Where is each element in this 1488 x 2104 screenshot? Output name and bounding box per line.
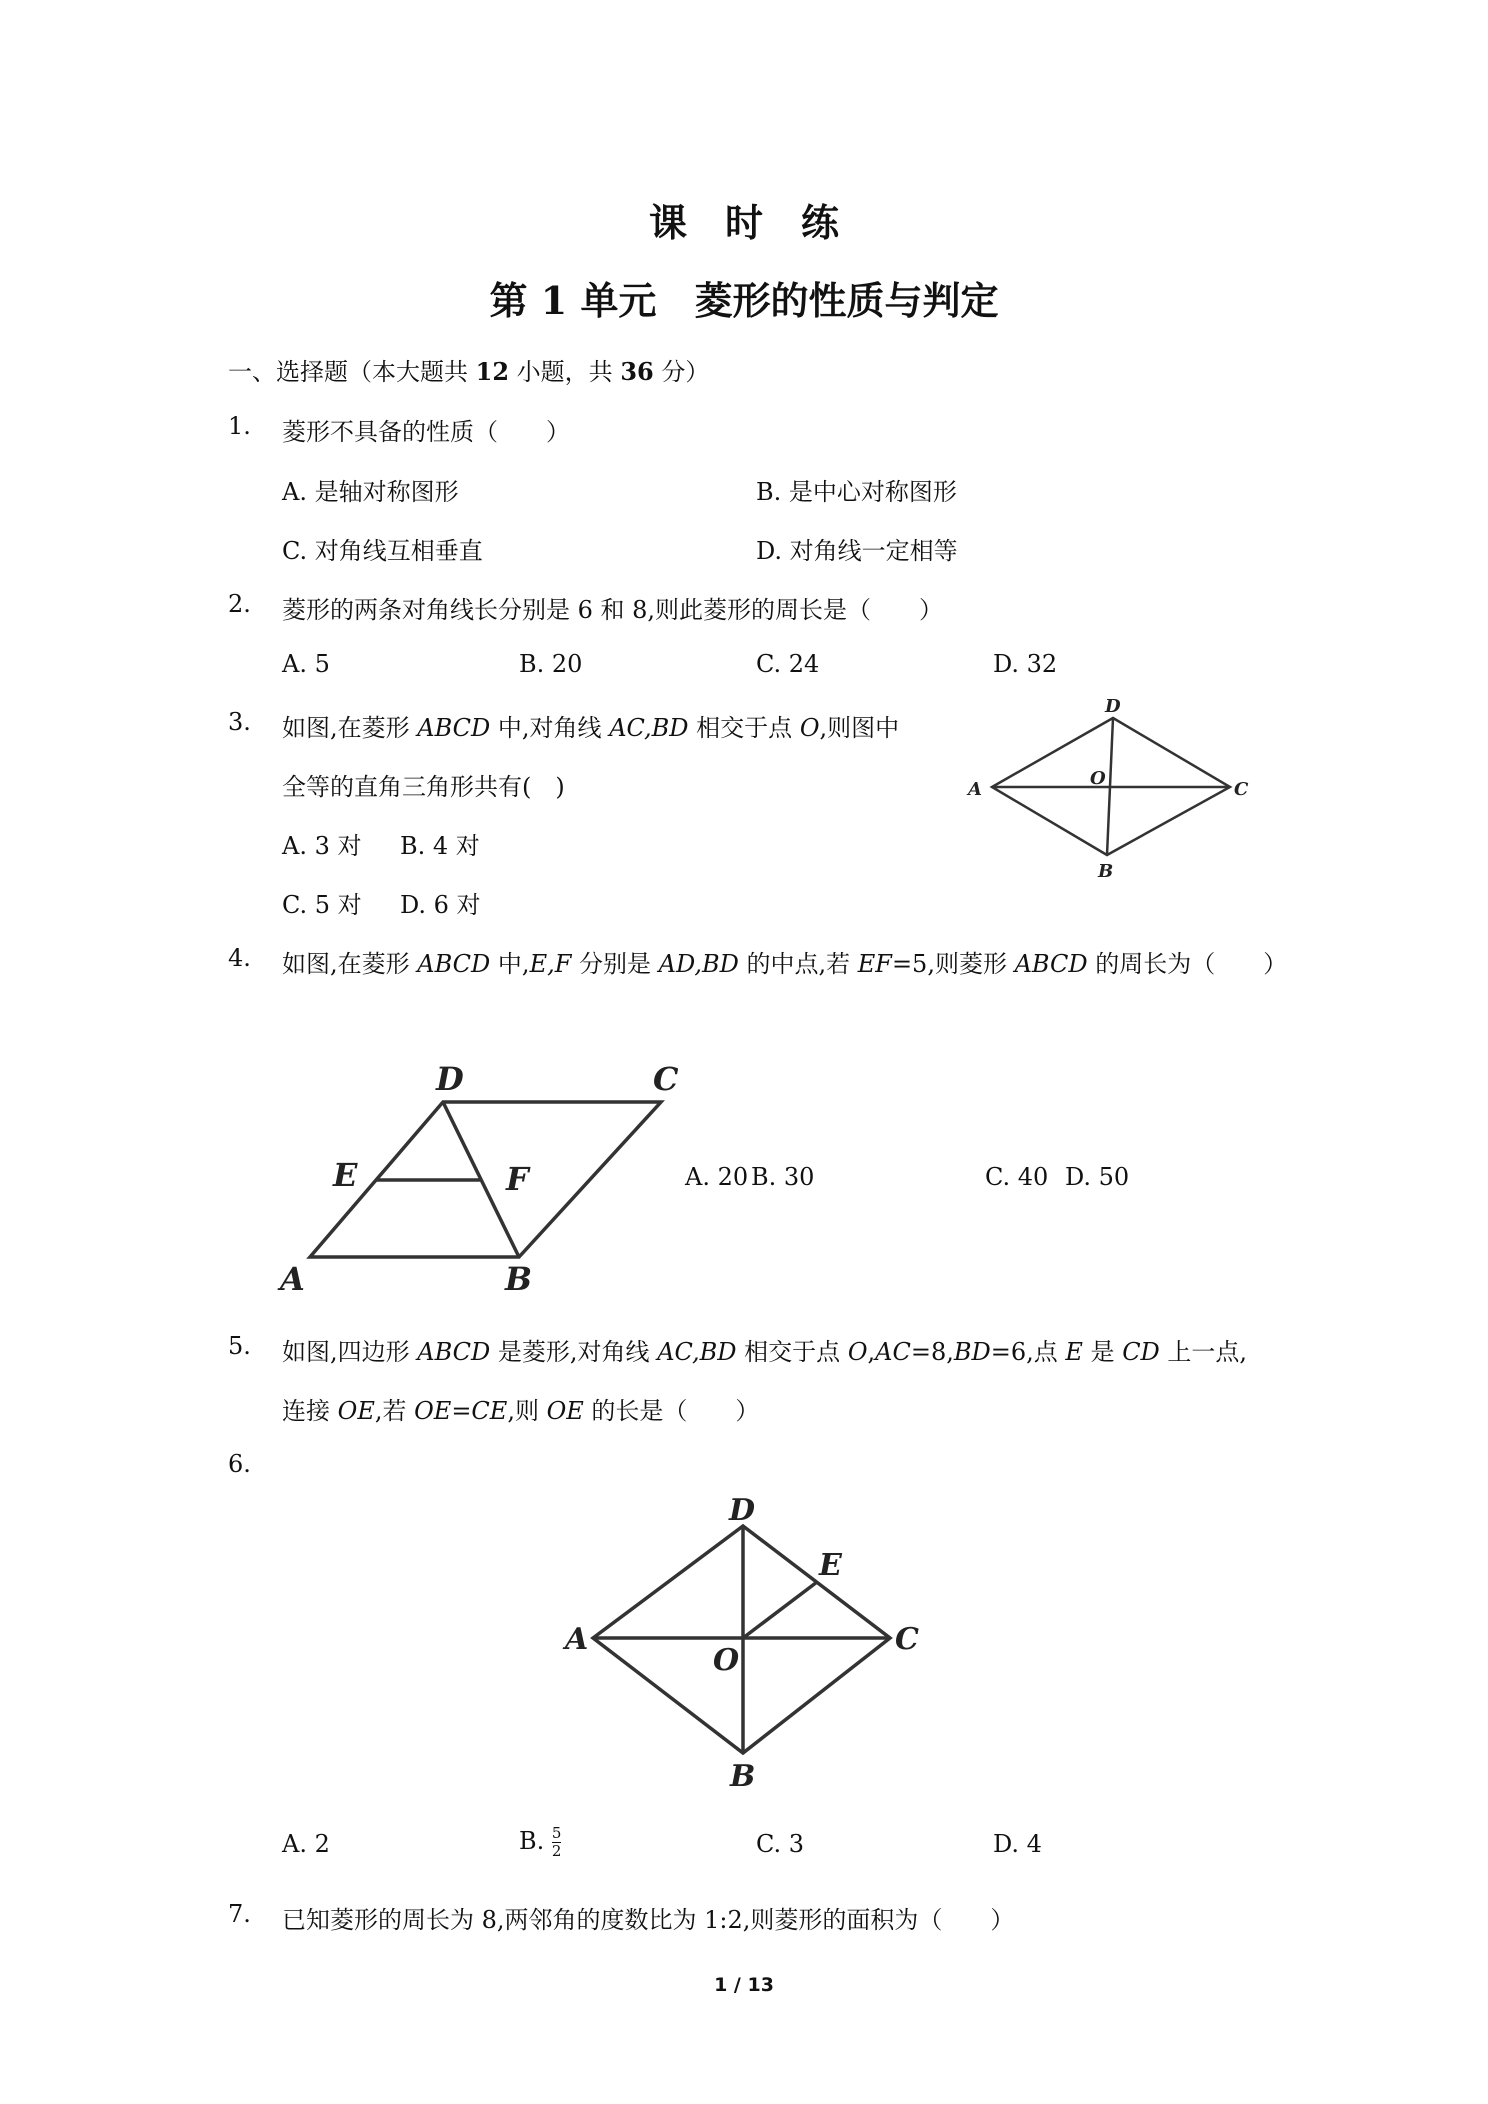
q1-option-d: D. 对角线一定相等 <box>756 537 958 565</box>
q3-rhombus-figure <box>950 690 1270 885</box>
q5-text-line1: 如图,四边形 ABCD 是菱形,对角线 AC,BD 相交于点 O,AC=8,BD=6,点 E 是 CD 上一点, <box>282 1338 1248 1366</box>
label-c: C <box>653 1060 679 1098</box>
label-a: A <box>968 779 982 800</box>
label-d: D <box>729 1493 756 1528</box>
q2-option-d: D. 32 <box>993 650 1058 678</box>
q2-option-b: B. 20 <box>519 650 583 678</box>
q1-option-c: C. 对角线互相垂直 <box>282 537 483 565</box>
q3-text-line1: 如图,在菱形 ABCD 中,对角线 AC,BD 相交于点 O,则图中 <box>282 714 900 742</box>
q3-option-b: B. 4 对 <box>400 832 480 860</box>
q5-text-line2: 连接 OE,若 OE=CE,则 OE 的长是（ ） <box>282 1397 760 1425</box>
q1-text: 菱形不具备的性质（ ） <box>282 418 570 446</box>
q1-option-b: B. 是中心对称图形 <box>756 478 957 506</box>
label-b: B <box>505 1260 533 1298</box>
page-number: 1 / 13 <box>714 1974 774 1996</box>
label-d: D <box>1105 696 1121 717</box>
label-b: B <box>730 1759 756 1794</box>
q4-option-d: D. 50 <box>1065 1163 1130 1191</box>
q1-number: 1. <box>228 412 251 440</box>
unit-title: 第 1 单元 菱形的性质与判定 <box>489 278 999 323</box>
label-e: E <box>819 1548 842 1583</box>
q4-option-b: B. 30 <box>751 1163 815 1191</box>
label-c: C <box>1234 779 1249 800</box>
q3-option-d: D. 6 对 <box>400 891 481 919</box>
q4-number: 4. <box>228 944 251 972</box>
q7-text: 已知菱形的周长为 8,两邻角的度数比为 1:2,则菱形的面积为（ ） <box>282 1906 1015 1934</box>
q3-number: 3. <box>228 708 251 736</box>
q3-option-c: C. 5 对 <box>282 891 362 919</box>
label-o: O <box>1090 768 1106 789</box>
q6-option-d: D. 4 <box>993 1830 1042 1858</box>
q2-option-a: A. 5 <box>282 650 330 678</box>
label-d: D <box>436 1060 464 1098</box>
fraction-5-over-2: $\frac{5}{2}$ <box>551 1824 562 1860</box>
q4-option-a: A. 20 <box>685 1163 749 1191</box>
section-heading: 一、选择题（本大题共 12 小题，共 36 分） <box>228 357 710 386</box>
q6-option-a: A. 2 <box>282 1830 330 1858</box>
q5-number: 5. <box>228 1332 251 1360</box>
label-a: A <box>280 1260 305 1298</box>
q2-number: 2. <box>228 590 251 618</box>
q6-option-c: C. 3 <box>756 1830 805 1858</box>
q4-option-c: C. 40 <box>985 1163 1049 1191</box>
label-b: B <box>1098 861 1114 882</box>
q6-rhombus-figure <box>555 1490 945 1800</box>
q6-number: 6. <box>228 1450 251 1478</box>
q3-option-a: A. 3 对 <box>282 832 362 860</box>
label-f: F <box>506 1160 529 1198</box>
label-c: C <box>895 1622 919 1657</box>
q2-option-c: C. 24 <box>756 650 820 678</box>
q2-text: 菱形的两条对角线长分别是 6 和 8,则此菱形的周长是（ ） <box>282 596 944 624</box>
label-o: O <box>713 1643 740 1678</box>
q1-option-a: A. 是轴对称图形 <box>282 478 459 506</box>
label-a: A <box>565 1622 589 1657</box>
q4-text: 如图,在菱形 ABCD 中,E,F 分别是 AD,BD 的中点,若 EF=5,则菱形 ABCD 的周长为（ ） <box>282 950 1288 978</box>
q7-number: 7. <box>228 1900 251 1928</box>
q6-option-b: B. $\frac{5}{2}$ <box>519 1824 562 1860</box>
q3-text-line2: 全等的直角三角形共有( ) <box>282 773 565 801</box>
page-title: 课时练 <box>648 200 877 245</box>
q4-rhombus-figure <box>270 1050 700 1310</box>
label-e: E <box>333 1156 358 1194</box>
